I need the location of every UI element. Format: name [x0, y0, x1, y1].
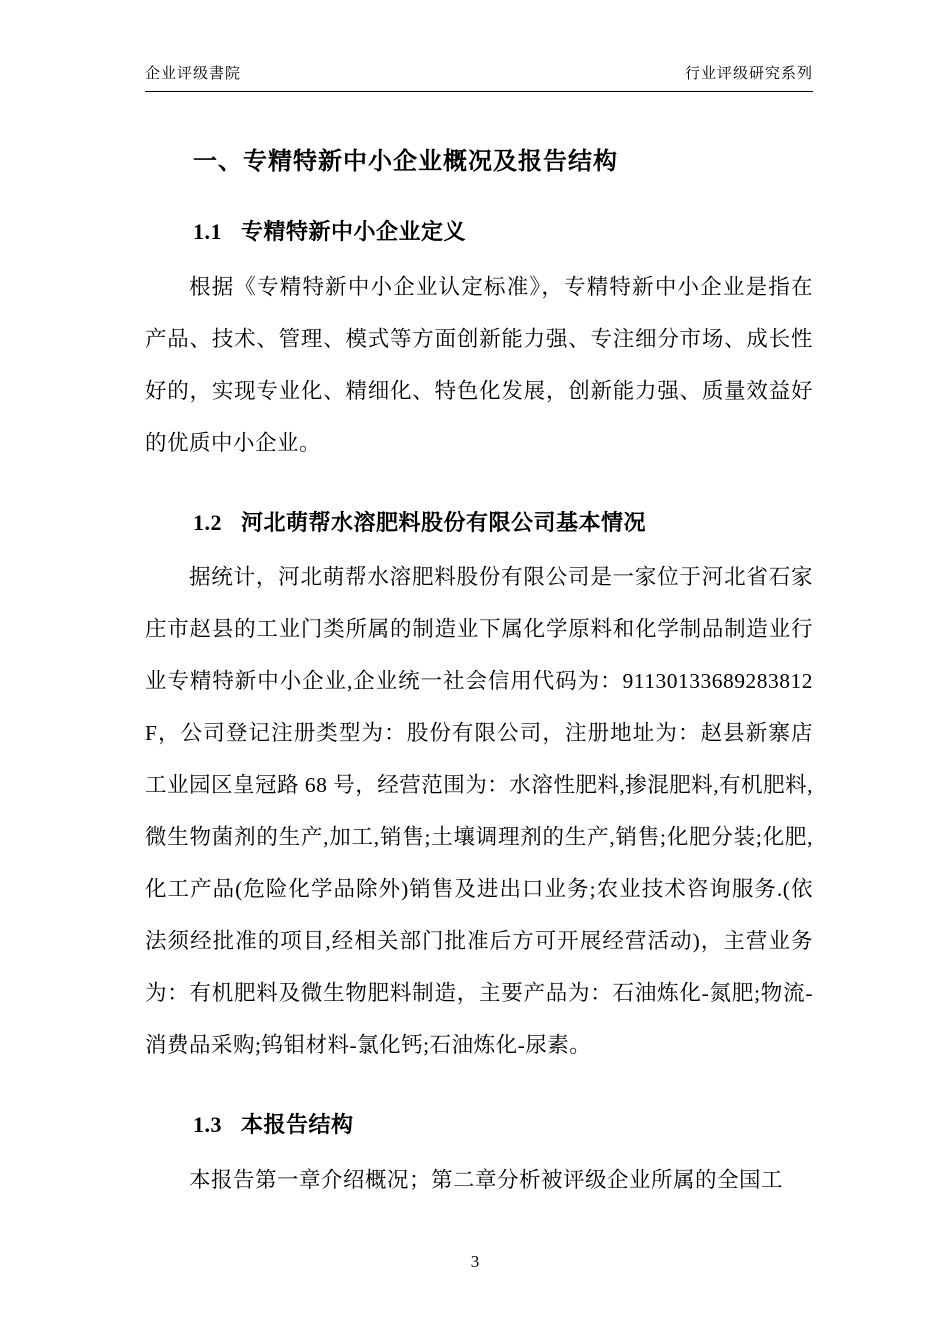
section-1-1 — [145, 218, 813, 469]
header-left-text: 企业评级書院 — [145, 66, 242, 82]
section-1-1-heading — [145, 218, 813, 247]
section-1-3-paragraph: 本报告第一章介绍概况；第二章分析被评级企业所属的全国工 — [189, 1167, 784, 1192]
section-1-3 — [145, 1111, 813, 1206]
section-title-text: 本报告结构 — [241, 1112, 354, 1138]
chapter-title: 一、专精特新中小企业概况及报告结构 — [193, 149, 618, 175]
header-right-text: 行业评级研究系列 — [684, 66, 813, 82]
section-1-2-heading — [145, 509, 813, 538]
section-number: 1.3 — [193, 1112, 222, 1138]
section-number: 1.1 — [193, 219, 222, 245]
document-body — [145, 147, 813, 1206]
section-1-2-paragraph: 据统计，河北萌帮水溶肥料股份有限公司是一家位于河北省石家庄市赵县的工业门类所属的制造业下属化学原料和化学制品制造业行业专精特新中小企业,企业统一社会信用代码为：91130133689283812F，公司登记注册类型为：股份有限公司，注册地址为：赵县新寨店工业园区皇冠路 68 号，经营范围为：水溶性肥料,掺混肥料,有机肥料,微生物菌剂的生产,加工,销售;土壤调理剂的生产,销售;化肥分装;化肥,化工产品(危险化学品除外)销售及进出口业务;农业技术咨询服务.(依法须经批准的项目,经相关部门批准后方可开展经营活动)，主营业务为：有机肥料及微生物肥料制造，主要产品为：石油炼化-氮肥;物流-消费品采购;钨钼材料-氯化钙;石油炼化-尿素。 — [145, 565, 813, 1058]
section-1-3-heading — [145, 1111, 813, 1140]
section-title-text: 河北萌帮水溶肥料股份有限公司基本情况 — [241, 509, 647, 535]
section-1-2 — [145, 509, 813, 1072]
page-number: 3 — [470, 1252, 480, 1271]
section-number: 1.2 — [193, 509, 222, 535]
section-1-1-paragraph: 根据《专精特新中小企业认定标准》，专精特新中小企业是指在产品、技术、管理、模式等方面创新能力强、专注细分市场、成长性好的，实现专业化、精细化、特色化发展，创新能力强、质量效益好的优质中小企业。 — [145, 274, 813, 455]
page-header — [145, 62, 813, 92]
section-title-text: 专精特新中小企业定义 — [241, 219, 467, 245]
page-footer — [0, 1252, 950, 1272]
